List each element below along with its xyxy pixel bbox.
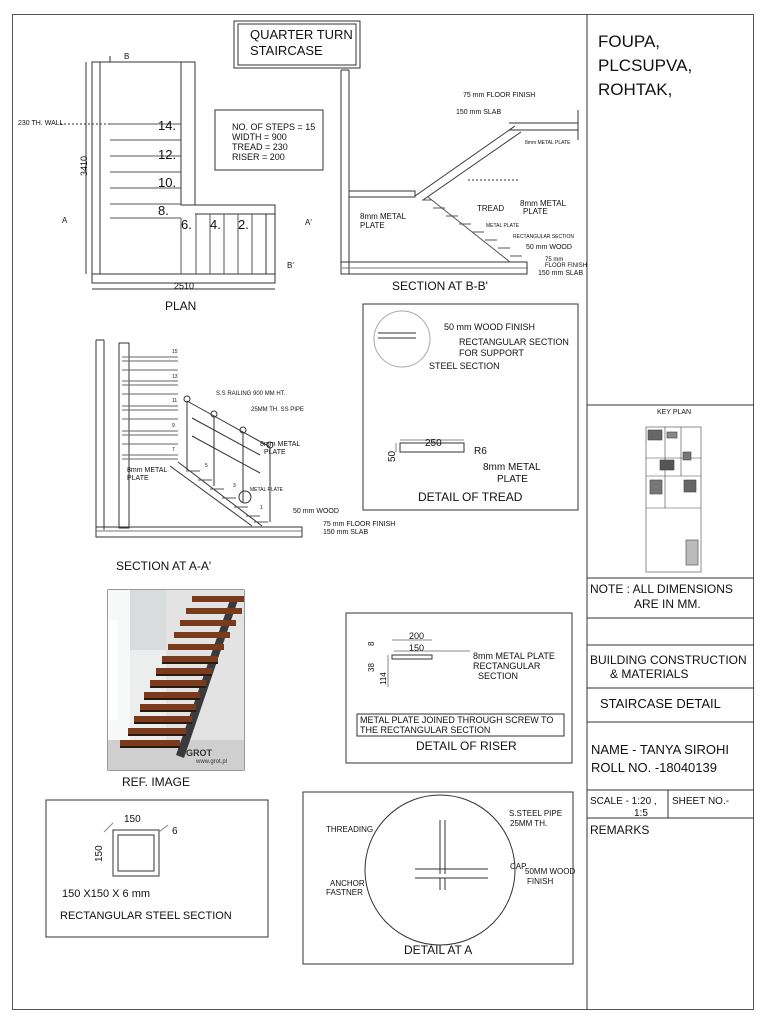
ref-brand: GROT [186, 748, 212, 758]
aa-metal-plate-right-2: PLATE [264, 449, 286, 456]
tread-dim-250: 250 [425, 438, 442, 449]
bb-wood: 50 mm WOOD [526, 244, 572, 251]
riser-plate-label: 8mm METAL PLATE [473, 651, 555, 661]
tread-r6: R6 [474, 446, 487, 457]
aa-step-15: 15 [172, 349, 178, 355]
da-caption: DETAIL AT A [404, 943, 473, 957]
note-line-1: NOTE : ALL DIMENSIONS [590, 582, 733, 596]
plan-step-2: 2. [238, 217, 249, 232]
riser-dim-150: 150 [409, 643, 425, 653]
aa-step-9: 9 [172, 423, 175, 429]
aa-step-1: 1 [260, 505, 263, 511]
plan-step-6: 6. [181, 217, 192, 232]
reference-photo [108, 590, 244, 770]
aa-step-13: 13 [172, 374, 178, 380]
plan-mark-a-prime: A' [305, 218, 312, 227]
tread-rect-label-1: RECTANGULAR SECTION [459, 337, 569, 347]
ref-url: www.grot.pl [196, 759, 228, 765]
da-pipe-line-1: S.STEEL PIPE [509, 809, 563, 818]
da-cap: CAP [510, 862, 527, 871]
da-wood-line-2: FINISH [527, 877, 554, 886]
spec-tread: TREAD = 230 [232, 142, 288, 152]
steel-dim-height: 150 [94, 845, 105, 862]
steel-caption: RECTANGULAR STEEL SECTION [60, 910, 232, 922]
bb-metal-plate-left-1: 8mm METAL [360, 212, 407, 221]
da-wood-line-1: 50MM WOOD [525, 867, 576, 876]
aa-step-7: 7 [172, 447, 175, 453]
aa-wood: 50 mm WOOD [293, 508, 339, 515]
spec-width: WIDTH = 900 [232, 132, 287, 142]
plan-step-12: 12. [158, 147, 177, 162]
plan-dim-width: 2510 [174, 281, 195, 291]
bb-metal-plate-left-2: PLATE [360, 221, 385, 230]
subject-line-1: BUILDING CONSTRUCTION [590, 653, 747, 667]
aa-caption: SECTION AT A-A' [116, 559, 212, 573]
riser-rect-label: RECTANGULAR [473, 661, 541, 671]
tread-rect-label-2: FOR SUPPORT [459, 348, 524, 358]
note-line-2: ARE IN MM. [634, 597, 701, 611]
scale-line-1: SCALE - 1:20 , [590, 796, 657, 807]
aa-metal-plate-right-1: 8mm METAL [260, 441, 301, 448]
bb-floor-finish-top: 75 mm FLOOR FINISH [463, 92, 536, 99]
aa-pipe: 25MM TH. SS PIPE [251, 407, 304, 413]
tread-caption: DETAIL OF TREAD [418, 490, 523, 504]
aa-step-3: 3 [233, 483, 236, 489]
bb-metal-plate-right-1: 8mm METAL [520, 199, 567, 208]
steel-dim-width: 150 [124, 814, 141, 825]
bb-metal-plate-right-2: PLATE [523, 207, 548, 216]
riser-section-label: SECTION [478, 671, 519, 681]
plan-mark-b: B [124, 52, 130, 61]
bb-metal-plate: METAL PLATE [486, 223, 519, 229]
key-plan-label: KEY PLAN [657, 409, 692, 416]
spec-riser: RISER = 200 [232, 152, 285, 162]
steel-dim-thickness: 6 [172, 826, 178, 837]
steel-size: 150 X150 X 6 mm [62, 888, 151, 900]
remarks-label: REMARKS [590, 823, 650, 837]
plan-step-14: 14. [158, 118, 177, 133]
header-title-line-1: QUARTER TURN [250, 27, 353, 42]
sheet-number: SHEET NO.- [672, 796, 730, 807]
bb-tread: TREAD [477, 204, 505, 213]
da-threading: THREADING [326, 825, 374, 834]
da-anchor-line-1: ANCHOR [330, 879, 365, 888]
tread-steel-label: STEEL SECTION [429, 361, 500, 371]
plan-step-8: 8. [158, 203, 169, 218]
bb-floor-finish-bottom-2: FLOOR FINISH [545, 263, 588, 269]
location-line-2: PLCSUPVA, [598, 56, 693, 75]
aa-metal-plate-left-2: PLATE [127, 475, 149, 482]
plan-mark-a: A [62, 216, 68, 225]
plan-dim-height: 3410 [79, 155, 89, 176]
riser-caption: DETAIL OF RISER [416, 739, 517, 753]
plan-step-10: 10. [158, 175, 177, 190]
student-name: NAME - TANYA SIROHI [591, 742, 729, 757]
bb-caption: SECTION AT B-B' [392, 279, 488, 293]
tread-wood-label: 50 mm WOOD FINISH [444, 322, 536, 332]
tread-plate-label-1: 8mm METAL [483, 462, 541, 473]
aa-railing: S.S RAILING 900 MM HT. [216, 391, 286, 397]
aa-slab: 150 mm SLAB [323, 529, 369, 536]
tread-plate-label-2: PLATE [497, 474, 528, 485]
da-anchor-line-2: FASTNER [326, 888, 363, 897]
bb-slab-top: 150 mm SLAB [456, 109, 502, 116]
roll-number: ROLL NO. -18040139 [591, 760, 717, 775]
aa-metal-plate-small: METAL PLATE [250, 487, 283, 493]
riser-dim-114: 114 [379, 672, 388, 685]
riser-note-line-2: THE RECTANGULAR SECTION [360, 725, 491, 735]
bb-rect-section: RECTANGULAR SECTION [513, 234, 575, 240]
bb-metal-plate-small: 8mm METAL PLATE [525, 140, 571, 146]
plan-step-4: 4. [210, 217, 221, 232]
riser-dim-200: 200 [409, 631, 425, 641]
riser-dim-38: 38 [367, 663, 376, 672]
riser-dim-8: 8 [367, 641, 376, 646]
plan-caption: PLAN [165, 299, 197, 313]
key-plan-drawing [646, 427, 701, 572]
da-pipe-line-2: 25MM TH. [510, 819, 548, 828]
drawing-title: STAIRCASE DETAIL [600, 696, 721, 711]
location-line-1: FOUPA, [598, 32, 661, 51]
tread-dim-50: 50 [387, 450, 398, 462]
bb-floor-finish-bottom-1: 75 mm [545, 257, 564, 263]
aa-metal-plate-left-1: 8mm METAL [127, 467, 168, 474]
scale-line-2: 1:5 [634, 808, 648, 819]
plan-wall-label: 230 TH. WALL [18, 120, 64, 127]
ref-caption: REF. IMAGE [122, 775, 191, 789]
aa-step-11: 11 [172, 398, 178, 404]
riser-note-line-1: METAL PLATE JOINED THROUGH SCREW TO [360, 715, 554, 725]
subject-line-2: & MATERIALS [610, 667, 689, 681]
plan-mark-b-prime: B' [287, 261, 294, 270]
aa-floor-finish: 75 mm FLOOR FINISH [323, 521, 396, 528]
spec-steps: NO. OF STEPS = 15 [232, 122, 316, 132]
header-title-line-2: STAIRCASE [250, 43, 323, 58]
aa-step-5: 5 [205, 463, 208, 469]
bb-slab-bottom: 150 mm SLAB [538, 270, 584, 277]
location-line-3: ROHTAK, [598, 80, 673, 99]
